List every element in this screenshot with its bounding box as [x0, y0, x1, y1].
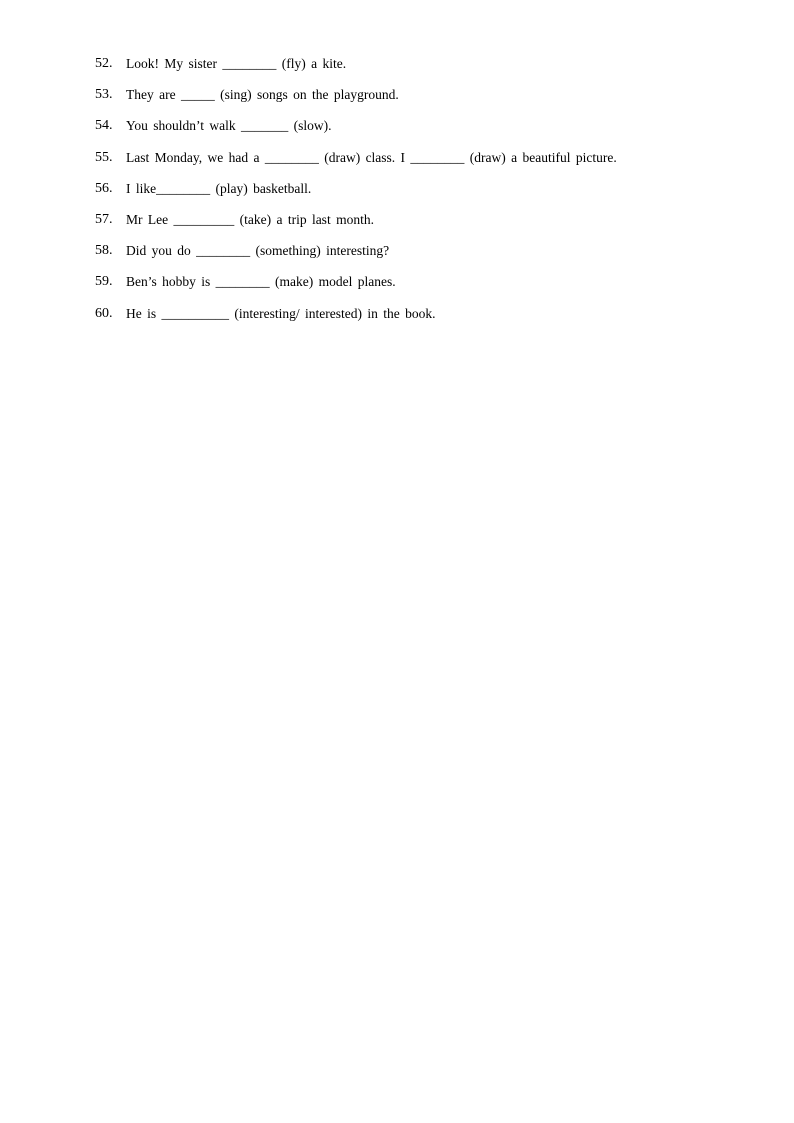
question-number: 58.: [95, 243, 113, 259]
question-item: [95, 179, 755, 210]
question-text: I like________ (play) basketball.: [126, 180, 312, 196]
question-item: [95, 304, 755, 335]
question-number: 54.: [95, 118, 113, 134]
question-text: Last Monday, we had a ________ (draw) class. I ________ (draw) a beautiful picture.: [126, 149, 617, 165]
question-number: 59.: [95, 274, 113, 290]
question-item: [95, 54, 755, 85]
question-text: Look! My sister ________ (fly) a kite.: [126, 56, 347, 71]
question-number: 57.: [95, 211, 113, 227]
question-text: Ben’s hobby is ________ (make) model planes.: [126, 274, 396, 290]
question-number: 55.: [95, 149, 113, 165]
question-number: 52.: [95, 56, 113, 71]
question-item: [95, 241, 755, 272]
question-list: [95, 54, 755, 335]
question-item: [95, 210, 755, 241]
question-number: 53.: [95, 87, 113, 103]
question-number: 60.: [95, 305, 113, 321]
question-text: Did you do ________ (something) interesting?: [126, 243, 390, 259]
question-text: He is __________ (interesting/ interested) in the book.: [126, 305, 436, 321]
question-text: Mr Lee _________ (take) a trip last month.: [126, 211, 374, 227]
question-number: 56.: [95, 180, 113, 196]
question-item: [95, 85, 755, 116]
question-item: [95, 116, 755, 147]
question-text: They are _____ (sing) songs on the playground.: [126, 87, 399, 103]
question-item: [95, 272, 755, 303]
question-item: [95, 148, 755, 179]
question-text: You shouldn’t walk _______ (slow).: [126, 118, 332, 134]
